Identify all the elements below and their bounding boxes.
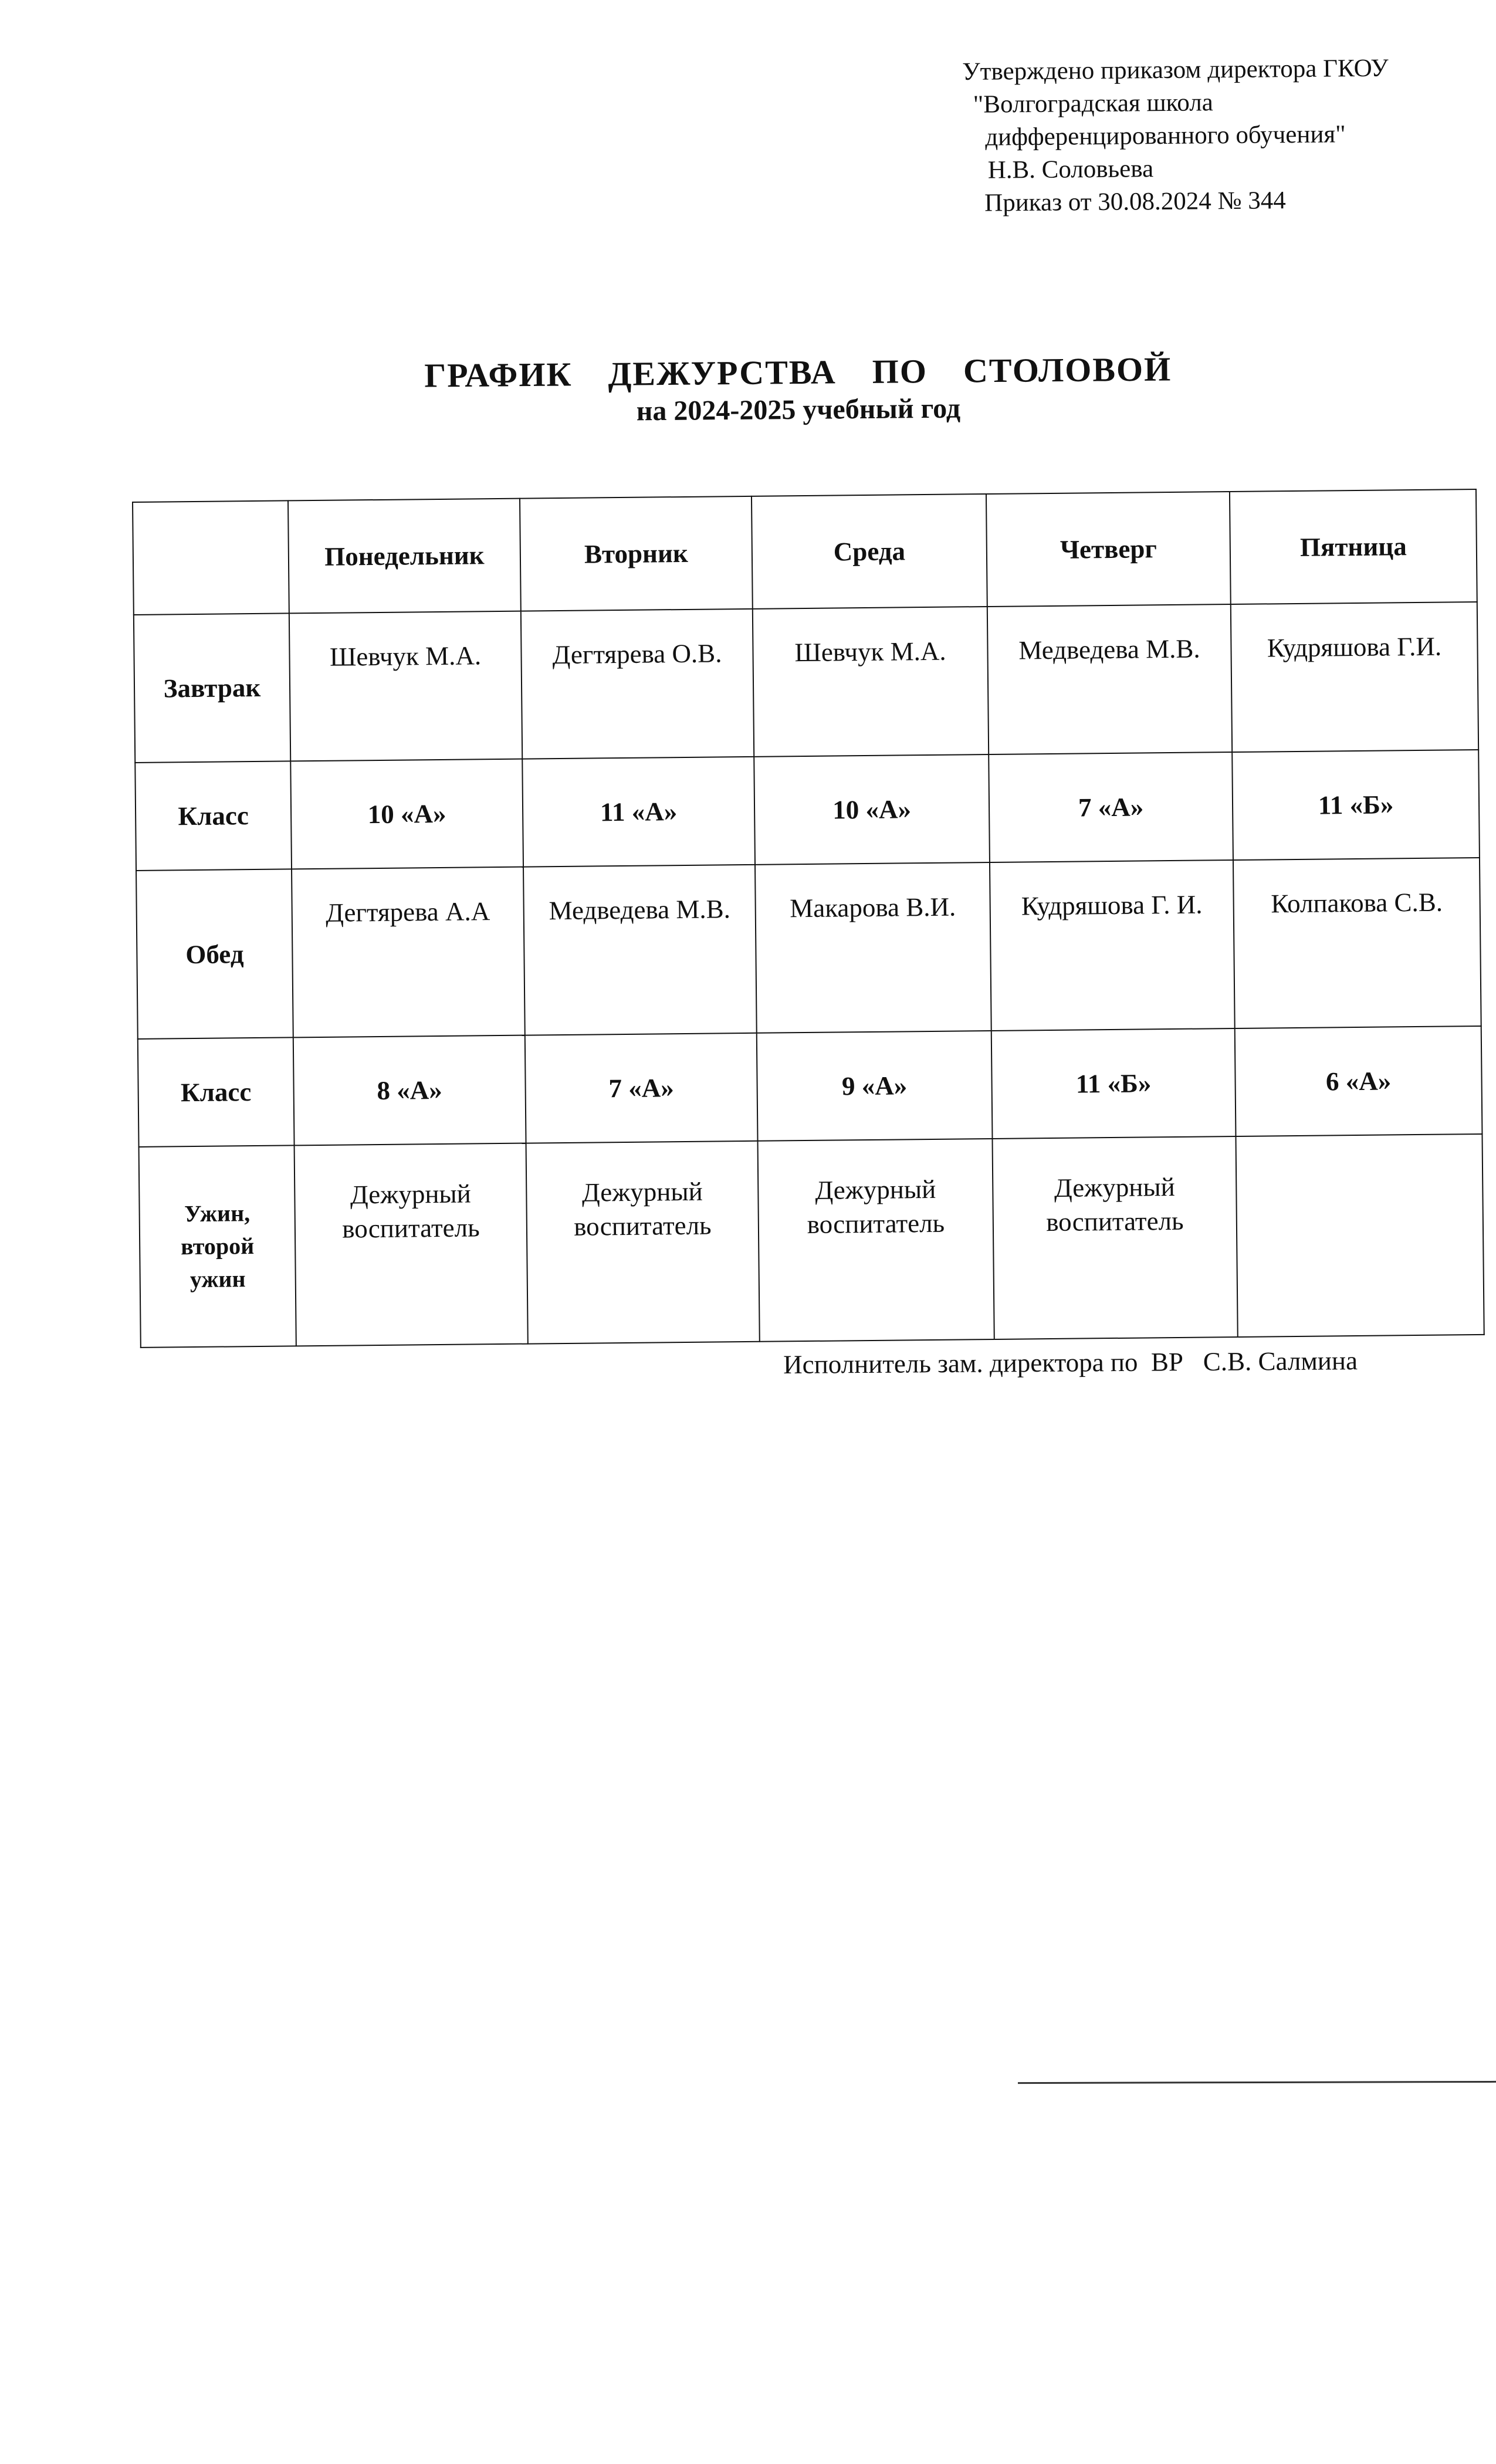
column-header-friday: Пятница	[1230, 489, 1477, 604]
dinner-monday-line-1: Дежурный	[350, 1179, 471, 1210]
table-row-lunch-class	[138, 1026, 1483, 1147]
dinner-wednesday-line-1: Дежурный	[815, 1174, 936, 1205]
table-row-lunch	[136, 858, 1481, 1039]
duty-table-wrapper	[132, 489, 1485, 1348]
column-header-thursday: Четверг	[986, 492, 1231, 607]
executor-signature: Исполнитель зам. директора по ВР С.В. Салмина	[783, 1346, 1358, 1379]
dinner-tuesday-line-1: Дежурный	[581, 1176, 703, 1207]
breakfast-thursday: Медведева М.В.	[987, 604, 1232, 754]
approval-line-5: Приказ от 30.08.2024 № 344	[984, 187, 1287, 217]
column-header-wednesday: Среда	[752, 494, 987, 609]
breakfast-monday: Шевчук М.А.	[289, 611, 522, 761]
document-title: ГРАФИК ДЕЖУРСТВА ПО СТОЛОВОЙ	[424, 350, 1172, 395]
lunch-class-monday: 8 «А»	[293, 1035, 526, 1146]
approval-line-3: дифференцированного обучения"	[985, 120, 1346, 151]
row-label-dinner-line-3: ужин	[189, 1265, 246, 1293]
approval-line-2: "Волгоградская школа	[973, 89, 1213, 119]
dinner-wednesday	[758, 1139, 994, 1342]
document-subtitle: на 2024-2025 учебный год	[636, 392, 961, 427]
lunch-tuesday: Медведева М.В.	[523, 865, 757, 1035]
row-label-class: Класс	[138, 1037, 295, 1147]
dinner-friday-line-1	[1240, 1167, 1478, 1169]
breakfast-tuesday: Дегтярева О.В.	[521, 609, 754, 759]
breakfast-class-tuesday: 11 «А»	[522, 757, 755, 867]
breakfast-wednesday: Шевчук М.А.	[753, 607, 989, 757]
lunch-class-wednesday: 9 «А»	[757, 1031, 993, 1141]
dinner-thursday	[992, 1136, 1237, 1339]
approval-block	[962, 51, 1480, 220]
bottom-rule-line	[1018, 2081, 1496, 2084]
dinner-wednesday-line-2: воспитатель	[807, 1208, 945, 1240]
title-block	[387, 348, 1209, 431]
lunch-friday: Колпакова С.В.	[1233, 858, 1481, 1028]
column-header-monday: Понедельник	[288, 499, 521, 614]
column-header-tuesday: Вторник	[520, 496, 753, 611]
lunch-class-tuesday: 7 «А»	[525, 1033, 758, 1143]
approval-line-4: Н.В. Соловьева	[987, 155, 1154, 184]
breakfast-class-friday: 11 «Б»	[1232, 750, 1480, 860]
dinner-friday-line-2	[1240, 1167, 1478, 1169]
approval-line-1: Утверждено приказом директора ГКОУ	[962, 54, 1389, 86]
table-row-dinner	[139, 1134, 1484, 1348]
breakfast-friday: Кудряшова Г.И.	[1231, 602, 1478, 752]
breakfast-class-wednesday: 10 «А»	[754, 754, 990, 865]
row-label-lunch: Обед	[136, 869, 293, 1039]
row-label-dinner-line-2: второй	[180, 1233, 255, 1260]
dinner-tuesday-line-2: воспитатель	[573, 1210, 712, 1241]
dinner-thursday-line-2: воспитатель	[1045, 1206, 1184, 1237]
breakfast-class-monday: 10 «А»	[290, 759, 523, 869]
corner-cell	[133, 500, 289, 615]
table-header-row	[133, 489, 1477, 615]
table-row-breakfast-class	[135, 750, 1480, 871]
breakfast-class-thursday: 7 «А»	[989, 752, 1233, 862]
row-label-dinner	[139, 1145, 296, 1348]
dinner-thursday-line-1: Дежурный	[1054, 1172, 1175, 1203]
lunch-monday: Дегтярева А.А	[292, 867, 525, 1038]
lunch-class-thursday: 11 «Б»	[991, 1028, 1236, 1139]
duty-schedule-table	[132, 489, 1485, 1348]
lunch-thursday: Кудряшова Г. И.	[990, 860, 1235, 1031]
lunch-wednesday: Макарова В.И.	[755, 862, 991, 1033]
row-label-dinner-line-1: Ужин,	[184, 1200, 251, 1227]
row-label-breakfast: Завтрак	[134, 613, 290, 763]
dinner-monday	[295, 1143, 528, 1346]
dinner-monday-line-2: воспитатель	[342, 1213, 480, 1244]
table-row-breakfast	[134, 602, 1478, 763]
row-label-class: Класс	[135, 761, 292, 871]
dinner-friday	[1236, 1134, 1484, 1337]
lunch-class-friday: 6 «А»	[1235, 1026, 1483, 1136]
dinner-tuesday	[526, 1141, 760, 1344]
